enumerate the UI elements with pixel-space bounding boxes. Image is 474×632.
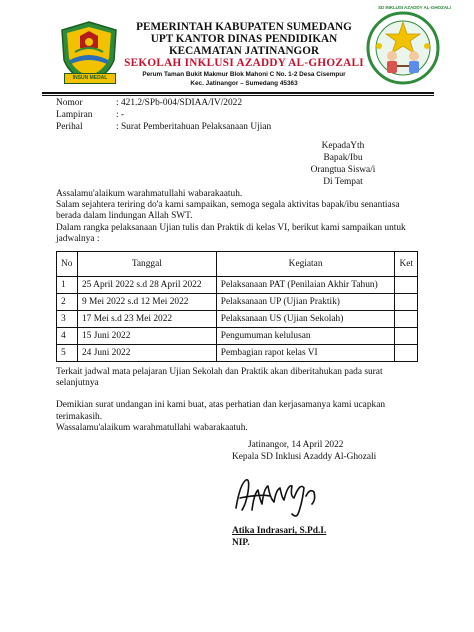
table-row (57, 277, 418, 294)
recipient-line: KepadaYth (321, 141, 365, 151)
school-logo (366, 10, 440, 88)
meta-attachment-value: : - (116, 110, 125, 120)
paragraph-line: Salam sejahtera teriring do'a kami sampaikan, semoga segala aktivitas bapak/ibu senantiasa (56, 200, 400, 211)
recipient-line: Orangtua Siswa/i (310, 165, 376, 175)
signer-nip: NIP. (232, 538, 250, 548)
letterhead-text (120, 21, 368, 88)
school-logo-text: SD INKLUSI AZADDY AL-GHOZALI (378, 5, 451, 10)
row-date: 25 April 2022 s.d 28 April 2022 (77, 277, 216, 294)
row-activity: Pelaksanaan PAT (Penilaian Akhir Tahun) (216, 277, 395, 294)
row-notes (395, 311, 418, 328)
meta-number-value: : 421.2/SPb-004/SDIAA/IV/2022 (116, 98, 243, 108)
handwritten-signature (230, 474, 330, 520)
column-header-notes: Ket (395, 252, 418, 277)
row-number: 4 (57, 328, 78, 345)
meta-subject-label: Perihal (56, 122, 83, 132)
paragraph-line: Demikian surat undangan ini kami buat, atas perhatian dan kerjasamanya kami ucapkan (56, 400, 386, 411)
recipient-line: Bapak/Ibu (323, 153, 363, 163)
government-name: PEMERINTAH KABUPATEN SUMEDANG (136, 21, 352, 33)
recipient-block (288, 140, 398, 188)
row-date: 15 Juni 2022 (77, 328, 216, 345)
letterhead-rule-thin (42, 95, 434, 96)
row-date: 9 Mei 2022 s.d 12 Mei 2022 (77, 294, 216, 311)
row-activity: Pelaksanaan US (Ujian Sekolah) (216, 311, 395, 328)
office-name: UPT KANTOR DINAS PENDIDIKAN (150, 33, 338, 45)
table-row (57, 294, 418, 311)
letter-body (56, 189, 406, 245)
paragraph-line: jadwalnya : (56, 233, 100, 244)
row-notes (395, 345, 418, 362)
table-header-row (57, 252, 418, 277)
school-address: Perum Taman Bukit Makmur Blok Mahoni C No. 1-2 Desa Cisempur (142, 71, 346, 78)
paragraph-line: Dalam rangka pelaksanaan Ujian tulis dan Praktik di kelas VI, berikut kami sampaikan untuk (56, 222, 406, 233)
recipient-line: Di Tempat (323, 177, 363, 187)
table-row (57, 345, 418, 362)
signer-position: Kepala SD Inklusi Azaddy Al-Ghozali (232, 452, 377, 462)
school-name: SEKOLAH INKLUSI AZADDY AL-GHOZALI (124, 57, 364, 69)
row-date: 17 Mei s.d 23 Mei 2022 (77, 311, 216, 328)
row-number: 3 (57, 311, 78, 328)
column-header-date: Tanggal (77, 252, 216, 277)
place-date: Jatinangor, 14 April 2022 (248, 440, 344, 450)
meta-number-label: Nomor (56, 98, 83, 108)
regency-logo (58, 20, 120, 84)
row-activity: Pengumuman kelulusan (216, 328, 395, 345)
table-row (57, 311, 418, 328)
column-header-activity: Kegiatan (216, 252, 395, 277)
paragraph-line: Terkait jadwal mata pelajaran Ujian Sekolah dan Praktik akan diberitahukan pada surat (56, 367, 383, 377)
row-number: 1 (57, 277, 78, 294)
closing-block (56, 367, 385, 434)
paragraph-line: selanjutnya (56, 378, 99, 389)
row-activity: Pelaksanaan UP (Ujian Praktik) (216, 294, 395, 311)
table-row (57, 328, 418, 345)
meta-subject-value: : Surat Pemberitahuan Pelaksanaan Ujian (116, 122, 272, 132)
greeting: Assalamu'alaikum warahmatullahi wabarakaatuh. (56, 189, 243, 199)
signer-name: Atika Indrasari, S.Pd.I. (232, 526, 327, 536)
row-activity: Pembagian rapot kelas VI (216, 345, 395, 362)
row-date: 24 Juni 2022 (77, 345, 216, 362)
row-number: 5 (57, 345, 78, 362)
schedule-table (56, 251, 418, 362)
row-notes (395, 277, 418, 294)
regency-motto: INSUN MEDAL (64, 73, 116, 84)
school-address-city: Kec. Jatinangor – Sumedang 45363 (190, 80, 298, 87)
column-header-no: No (57, 252, 78, 277)
row-notes (395, 294, 418, 311)
row-number: 2 (57, 294, 78, 311)
meta-attachment-label: Lampiran (56, 110, 93, 120)
letterhead-rule (42, 92, 434, 94)
district-name: KECAMATAN JATINANGOR (168, 45, 320, 57)
paragraph-line: berada dalam lindungan Allah SWT. (56, 211, 193, 222)
paragraph-line: terimakasih. (56, 411, 103, 422)
row-notes (395, 328, 418, 345)
farewell: Wassalamu'alaikum warahmatullahi wabarakaatuh. (56, 422, 248, 433)
